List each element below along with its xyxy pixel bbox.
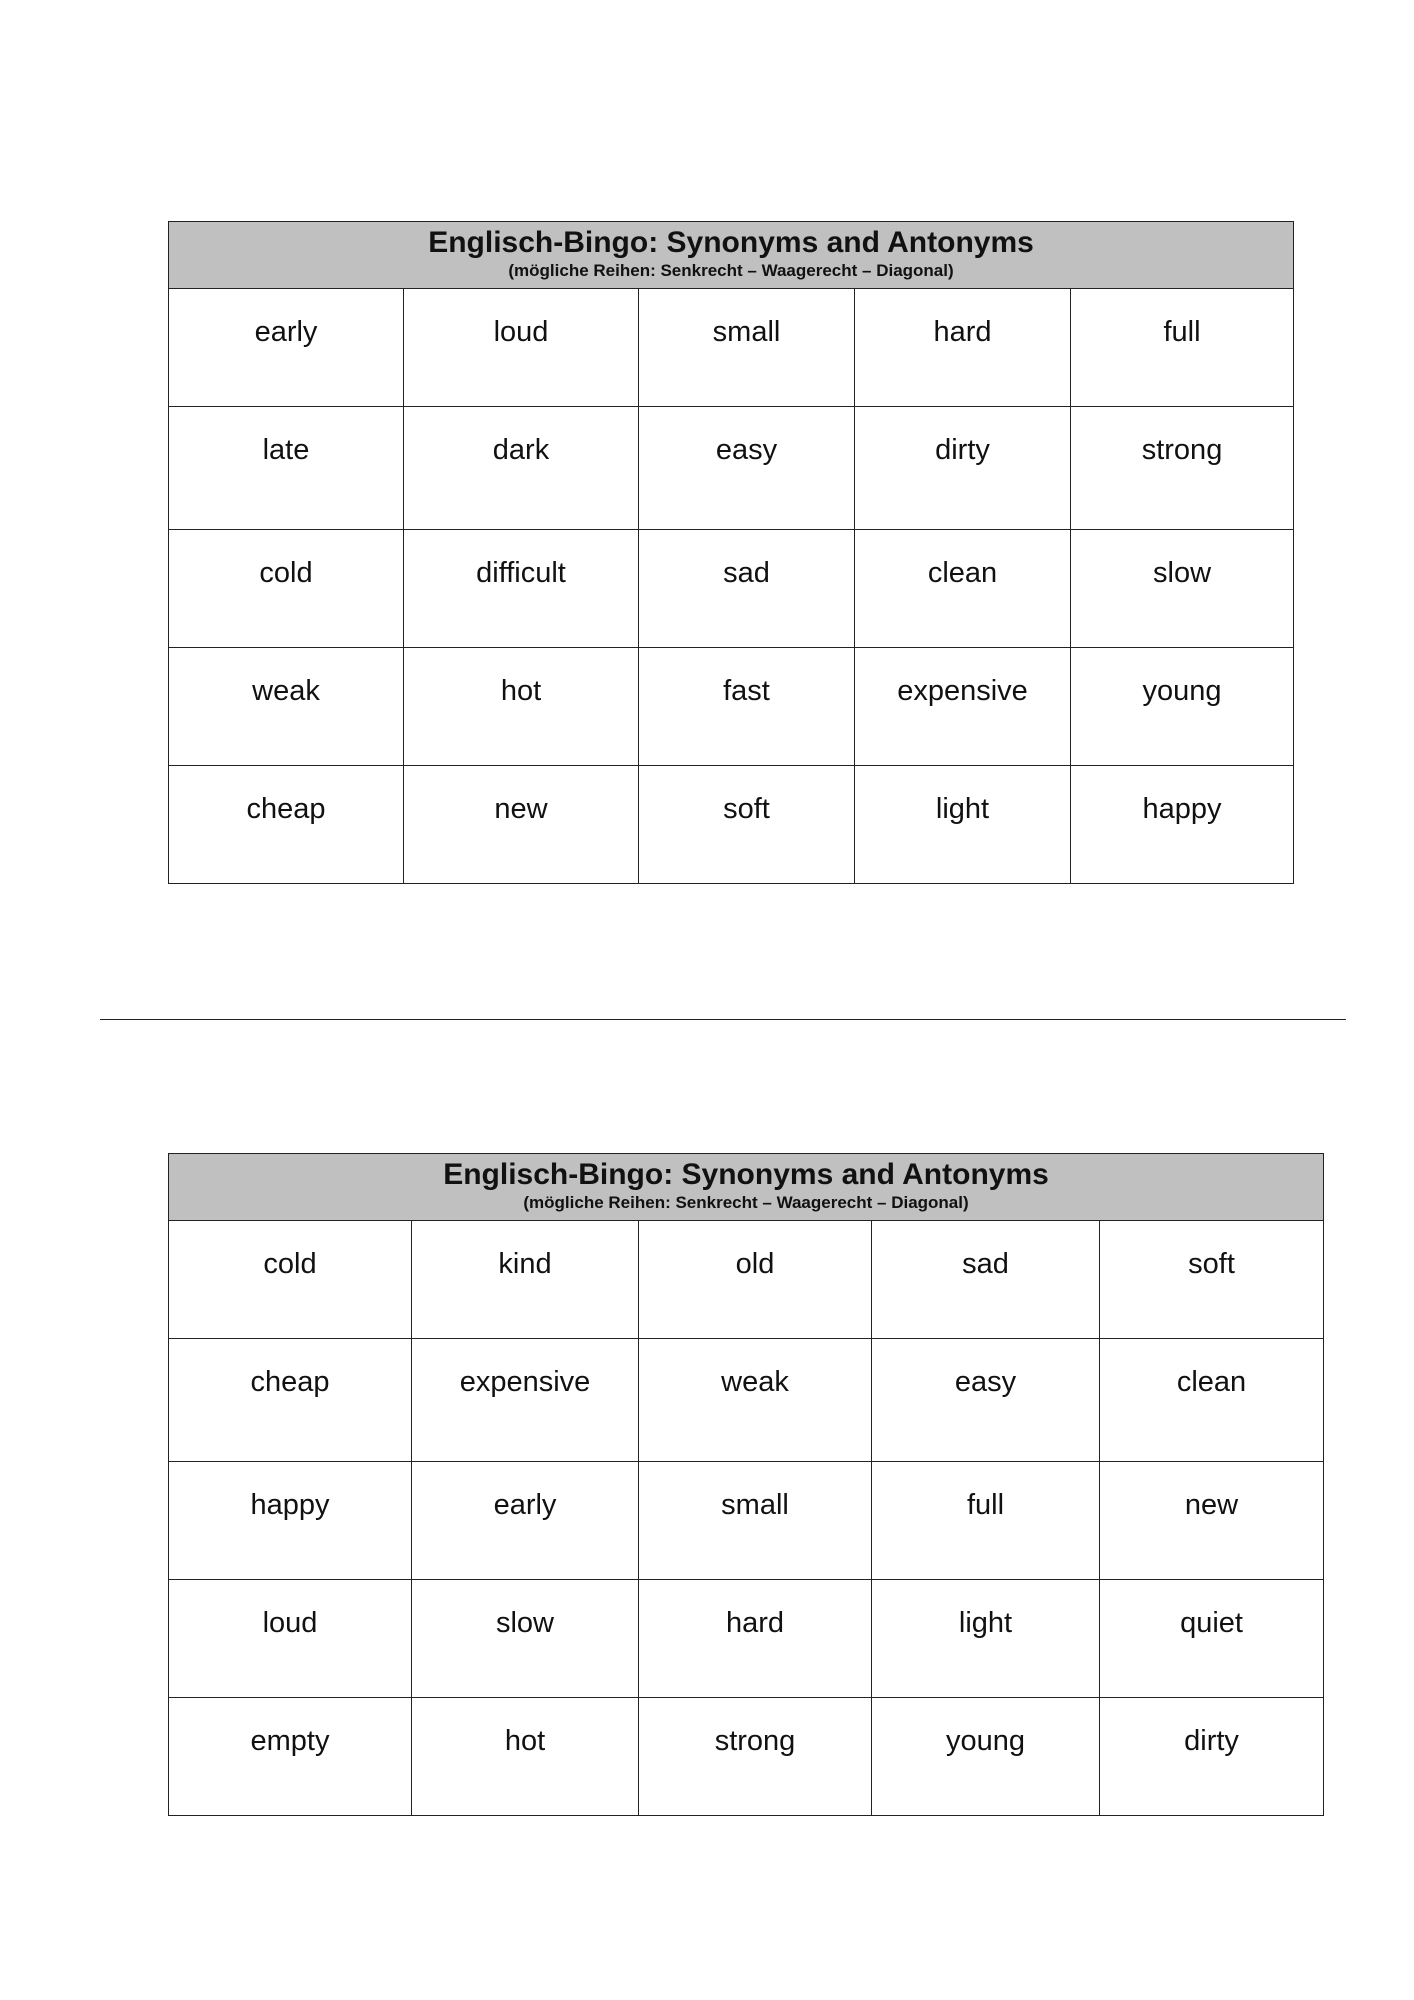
bingo-row <box>169 1221 1324 1339</box>
bingo-word: loud <box>493 316 549 348</box>
bingo-cell[interactable] <box>639 289 855 407</box>
bingo-word: dirty <box>1184 1725 1239 1757</box>
bingo-word: cold <box>259 557 313 589</box>
bingo-cell[interactable] <box>169 1698 412 1816</box>
bingo-word: cheap <box>246 793 326 825</box>
bingo-word: hard <box>725 1607 785 1639</box>
bingo-word: hot <box>504 1725 546 1757</box>
bingo-cell[interactable] <box>639 766 855 884</box>
bingo-word: late <box>262 434 310 466</box>
bingo-word: small <box>712 316 781 348</box>
card-header <box>169 222 1294 289</box>
bingo-word: hard <box>933 316 992 348</box>
card-subtitle: (mögliche Reihen: Senkrecht – Waagerecht – Diagonal) <box>508 261 954 280</box>
bingo-word: easy <box>715 434 778 466</box>
bingo-cell[interactable] <box>412 1580 639 1698</box>
bingo-word: happy <box>250 1489 330 1521</box>
bingo-cell[interactable] <box>404 530 639 648</box>
bingo-cell[interactable] <box>639 1698 872 1816</box>
bingo-word: cold <box>263 1248 317 1280</box>
cut-line-divider <box>100 1019 1346 1020</box>
bingo-word: early <box>254 316 318 348</box>
bingo-row <box>169 1462 1324 1580</box>
bingo-cell[interactable] <box>169 407 404 530</box>
bingo-cell[interactable] <box>1071 289 1294 407</box>
bingo-word: young <box>1142 675 1222 707</box>
bingo-row <box>169 407 1294 530</box>
bingo-word: light <box>935 793 990 825</box>
bingo-card-2 <box>168 1153 1324 1816</box>
bingo-word: early <box>493 1489 557 1521</box>
bingo-cell[interactable] <box>639 648 855 766</box>
bingo-cell[interactable] <box>412 1339 639 1462</box>
bingo-word: slow <box>495 1607 554 1639</box>
bingo-row <box>169 1580 1324 1698</box>
bingo-word: new <box>1184 1489 1239 1521</box>
bingo-cell[interactable] <box>855 289 1071 407</box>
bingo-cell[interactable] <box>169 648 404 766</box>
card-title: Englisch-Bingo: Synonyms and Antonyms <box>443 1158 1049 1191</box>
bingo-word: clean <box>1176 1366 1247 1398</box>
bingo-cell[interactable] <box>639 1462 872 1580</box>
bingo-cell[interactable] <box>855 530 1071 648</box>
bingo-cell[interactable] <box>1100 1580 1324 1698</box>
bingo-cell[interactable] <box>872 1221 1100 1339</box>
bingo-cell[interactable] <box>1100 1221 1324 1339</box>
bingo-cell[interactable] <box>404 648 639 766</box>
card-title: Englisch-Bingo: Synonyms and Antonyms <box>428 226 1034 259</box>
card-subtitle: (mögliche Reihen: Senkrecht – Waagerecht – Diagonal) <box>523 1193 969 1212</box>
bingo-word: weak <box>721 1366 789 1398</box>
bingo-word: full <box>1163 316 1201 348</box>
bingo-cell[interactable] <box>169 289 404 407</box>
bingo-word: expensive <box>459 1366 591 1398</box>
bingo-cell[interactable] <box>1100 1339 1324 1462</box>
bingo-word: hot <box>500 675 542 707</box>
bingo-row <box>169 1339 1324 1462</box>
bingo-cell[interactable] <box>639 1221 872 1339</box>
bingo-cell[interactable] <box>639 407 855 530</box>
bingo-cell[interactable] <box>855 648 1071 766</box>
bingo-word: new <box>494 793 548 825</box>
bingo-cell[interactable] <box>855 766 1071 884</box>
bingo-word: slow <box>1153 557 1212 589</box>
bingo-cell[interactable] <box>872 1698 1100 1816</box>
bingo-cell[interactable] <box>169 1339 412 1462</box>
bingo-word: strong <box>1141 434 1223 466</box>
bingo-cell[interactable] <box>412 1462 639 1580</box>
bingo-cell[interactable] <box>1071 648 1294 766</box>
bingo-word: old <box>735 1248 775 1280</box>
bingo-word: fast <box>723 675 770 707</box>
bingo-word: weak <box>252 675 320 707</box>
bingo-word: difficult <box>476 557 566 589</box>
bingo-cell[interactable] <box>412 1221 639 1339</box>
bingo-cell[interactable] <box>169 1462 412 1580</box>
bingo-cell[interactable] <box>412 1698 639 1816</box>
bingo-word: strong <box>714 1725 796 1757</box>
bingo-cell[interactable] <box>872 1580 1100 1698</box>
bingo-word: happy <box>1142 793 1222 825</box>
bingo-word: cheap <box>250 1366 330 1398</box>
bingo-word: kind <box>498 1248 552 1280</box>
bingo-card-1 <box>168 221 1294 884</box>
bingo-word: easy <box>954 1366 1017 1398</box>
bingo-word: sad <box>962 1248 1009 1280</box>
bingo-cell[interactable] <box>855 407 1071 530</box>
bingo-cell[interactable] <box>639 1339 872 1462</box>
bingo-cell[interactable] <box>404 289 639 407</box>
bingo-cell[interactable] <box>169 1580 412 1698</box>
bingo-row <box>169 1698 1324 1816</box>
bingo-cell[interactable] <box>1100 1698 1324 1816</box>
bingo-word: quiet <box>1180 1607 1243 1639</box>
bingo-word: young <box>945 1725 1025 1757</box>
bingo-cell[interactable] <box>1071 530 1294 648</box>
bingo-word: full <box>966 1489 1005 1521</box>
card-header <box>169 1154 1324 1221</box>
bingo-word: dark <box>492 434 550 466</box>
bingo-word: soft <box>723 793 770 825</box>
bingo-cell[interactable] <box>1071 766 1294 884</box>
bingo-word: empty <box>250 1725 330 1757</box>
bingo-cell[interactable] <box>872 1462 1100 1580</box>
bingo-cell[interactable] <box>872 1339 1100 1462</box>
bingo-row <box>169 289 1294 407</box>
bingo-cell[interactable] <box>169 530 404 648</box>
bingo-cell[interactable] <box>404 766 639 884</box>
bingo-row <box>169 648 1294 766</box>
bingo-cell[interactable] <box>1071 407 1294 530</box>
bingo-word: soft <box>1188 1248 1235 1280</box>
bingo-row <box>169 766 1294 884</box>
bingo-word: loud <box>262 1607 318 1639</box>
bingo-word: small <box>721 1489 789 1521</box>
bingo-cell[interactable] <box>404 407 639 530</box>
bingo-cell[interactable] <box>169 1221 412 1339</box>
bingo-cell[interactable] <box>169 766 404 884</box>
bingo-word: light <box>958 1607 1013 1639</box>
bingo-row <box>169 530 1294 648</box>
bingo-cell[interactable] <box>1100 1462 1324 1580</box>
bingo-word: sad <box>723 557 770 589</box>
bingo-cell[interactable] <box>639 530 855 648</box>
bingo-cell[interactable] <box>639 1580 872 1698</box>
bingo-word: expensive <box>897 675 1028 707</box>
bingo-word: clean <box>927 557 998 589</box>
bingo-word: dirty <box>935 434 990 466</box>
